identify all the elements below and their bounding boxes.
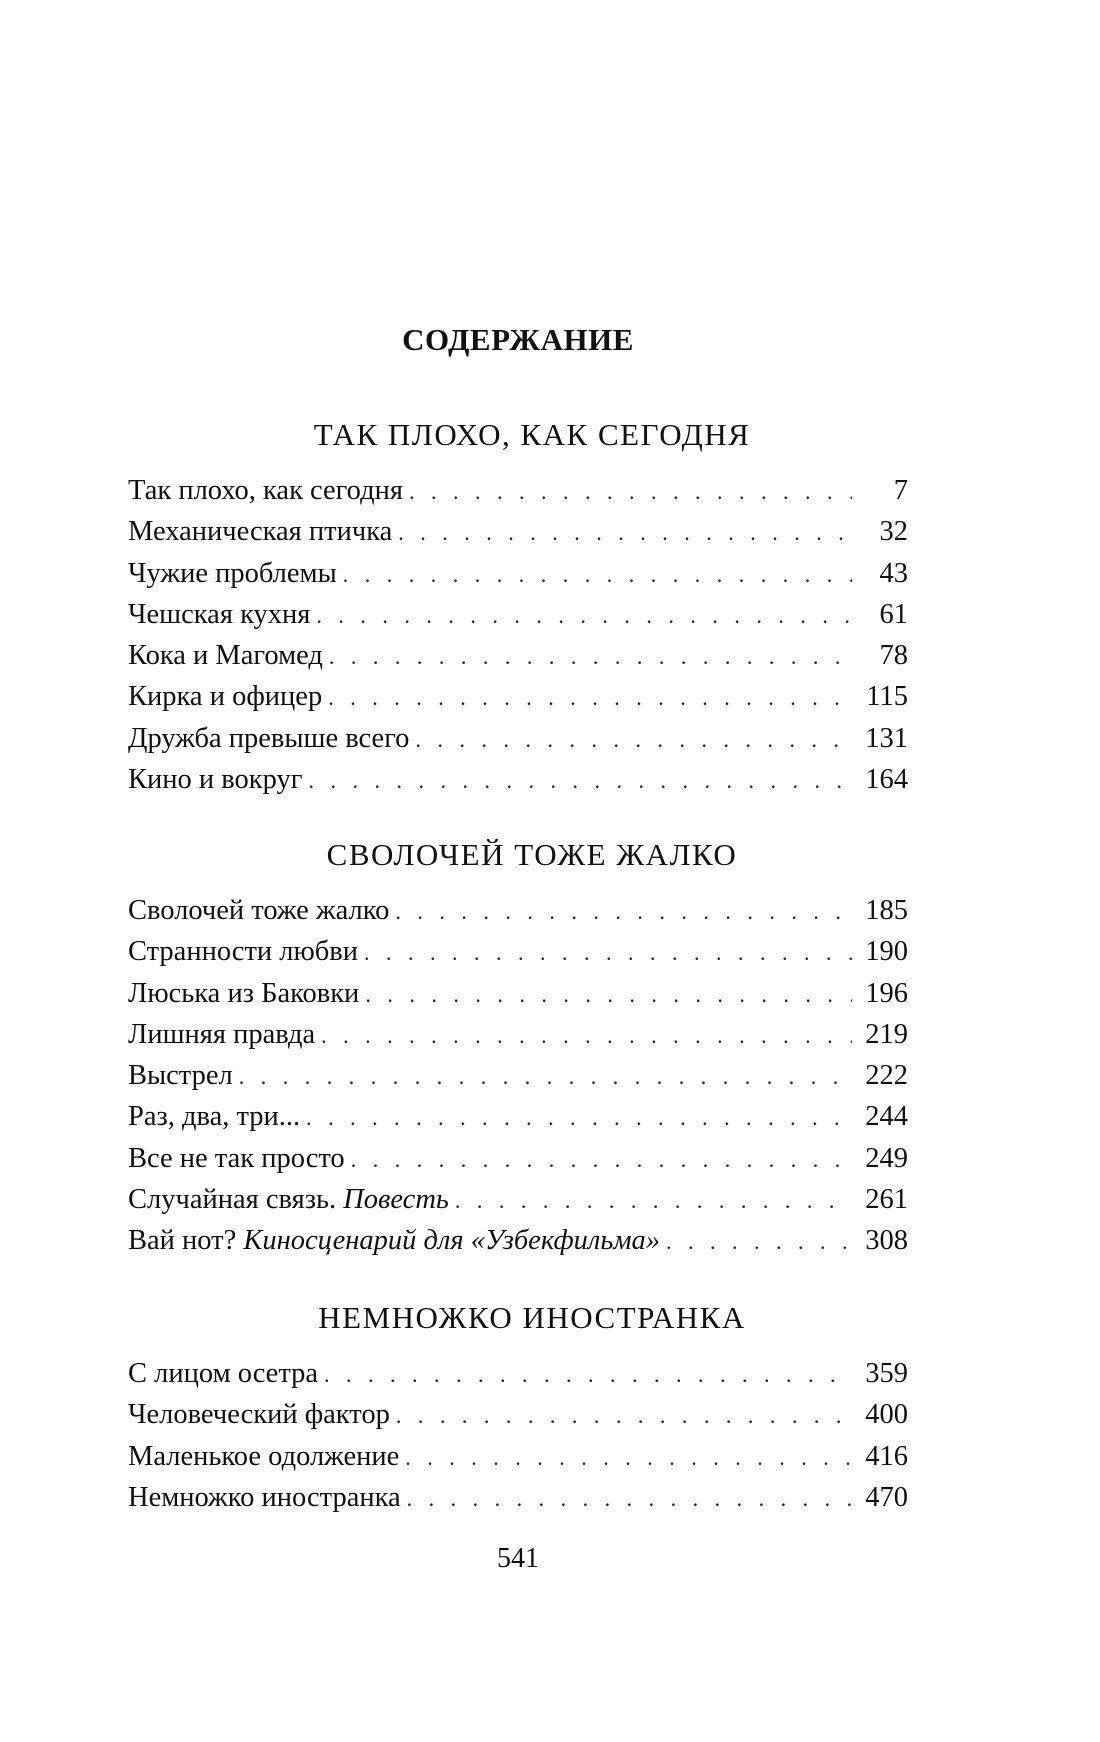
entry-page-number: 196 xyxy=(865,977,908,1009)
entry-page-number: 115 xyxy=(866,681,908,713)
entry-list xyxy=(128,890,908,1262)
entry-page-number: 308 xyxy=(865,1225,908,1257)
entry-title-text: Лишняя правда xyxy=(128,1018,316,1050)
entry-list xyxy=(128,1353,908,1518)
entry-title-text: Чешская кухня xyxy=(128,598,311,630)
dot-leader xyxy=(407,1478,852,1519)
entry-title-text: Дружба превыше всего xyxy=(128,722,410,754)
entry-title xyxy=(128,635,329,676)
entry-title xyxy=(128,594,316,635)
entry-title xyxy=(128,1477,407,1518)
toc-entry xyxy=(128,1138,908,1179)
entry-title-text: Странности любви xyxy=(128,936,359,968)
toc-entry xyxy=(128,1220,908,1261)
dot-leader xyxy=(328,677,852,718)
dot-leader xyxy=(666,1221,852,1262)
entry-title-text: Кино и вокруг xyxy=(128,764,303,796)
entry-title xyxy=(128,676,328,717)
toc-entry xyxy=(128,759,908,800)
entry-page-number: 249 xyxy=(865,1142,908,1174)
dot-leader xyxy=(364,932,852,973)
toc-entry xyxy=(128,718,908,759)
entry-title-text: Кока и Магомед xyxy=(128,640,323,672)
entry-page-number: 43 xyxy=(879,557,908,589)
dot-leader xyxy=(321,1015,852,1056)
entry-page-number: 222 xyxy=(865,1060,908,1092)
entry-title-text: Так плохо, как сегодня xyxy=(128,475,403,506)
entry-page-number: 219 xyxy=(865,1018,908,1050)
section-heading: ТАК ПЛОХО, КАК СЕГОДНЯ xyxy=(313,417,751,452)
entry-page-number: 244 xyxy=(865,1101,908,1133)
dot-leader xyxy=(329,636,852,677)
section-heading: НЕМНОЖКО ИНОСТРАНКА xyxy=(318,1300,746,1335)
toc-section xyxy=(128,1297,908,1518)
entry-title-text: Вай нот? xyxy=(128,1225,237,1257)
entry-page-number: 470 xyxy=(865,1481,908,1513)
entry-title xyxy=(128,759,308,800)
toc-entry xyxy=(128,511,908,552)
dot-leader xyxy=(365,974,852,1015)
entry-list xyxy=(128,470,908,800)
dot-leader xyxy=(409,471,852,512)
entry-page-number: 190 xyxy=(865,936,908,968)
toc-entry xyxy=(128,553,908,594)
dot-leader xyxy=(398,512,852,553)
toc-entry xyxy=(128,1353,908,1394)
entry-page-number: 359 xyxy=(865,1358,908,1389)
toc-entry xyxy=(128,1394,908,1435)
toc-entry xyxy=(128,1436,908,1477)
entry-title-text: Сволочей тоже жалко xyxy=(128,895,390,926)
entry-title xyxy=(128,553,343,594)
entry-page-number: 185 xyxy=(865,895,908,926)
dot-leader xyxy=(306,1097,852,1138)
entry-title xyxy=(128,1220,666,1261)
entry-page-number: 164 xyxy=(865,764,908,796)
entry-title-text: Чужие проблемы xyxy=(128,557,337,589)
dot-leader xyxy=(324,1354,852,1395)
entry-title-text: Кирка и офицер xyxy=(128,681,323,713)
dot-leader xyxy=(351,1139,852,1180)
entry-subtitle: Повесть xyxy=(343,1184,449,1216)
toc-section xyxy=(128,414,908,800)
toc-entry xyxy=(128,1055,908,1096)
dot-leader xyxy=(343,554,852,595)
dot-leader xyxy=(316,595,852,636)
entry-title xyxy=(128,470,409,511)
entry-title-text: Случайная связь. xyxy=(128,1184,337,1216)
dot-leader xyxy=(405,1437,852,1478)
dot-leader xyxy=(239,1056,852,1097)
entry-page-number: 261 xyxy=(865,1184,908,1216)
toc-entry xyxy=(128,594,908,635)
dot-leader xyxy=(396,1395,852,1436)
page-title: СОДЕРЖАНИЕ xyxy=(402,322,634,357)
entry-page-number: 400 xyxy=(865,1399,908,1431)
entry-title xyxy=(128,1138,351,1179)
toc-entry xyxy=(128,1179,908,1220)
entry-title xyxy=(128,1394,396,1435)
entry-subtitle: Киносценарий для «Узбекфильма» xyxy=(243,1225,661,1257)
dot-leader xyxy=(308,760,852,801)
entry-page-number: 131 xyxy=(865,722,908,754)
entry-title-text: Человеческий фактор xyxy=(128,1399,390,1431)
entry-title xyxy=(128,718,415,759)
entry-title-text: Выстрел xyxy=(128,1060,233,1092)
section-heading: СВОЛОЧЕЙ ТОЖЕ ЖАЛКО xyxy=(326,837,738,872)
entry-page-number: 32 xyxy=(879,516,908,548)
toc-entry xyxy=(128,973,908,1014)
entry-title xyxy=(128,1055,239,1096)
toc-entry xyxy=(128,635,908,676)
entry-page-number: 416 xyxy=(865,1440,908,1472)
entry-title xyxy=(128,931,364,972)
entry-title xyxy=(128,1096,306,1137)
entry-title-text: Все не так просто xyxy=(128,1142,345,1174)
entry-page-number: 61 xyxy=(879,598,908,630)
entry-title xyxy=(128,1014,321,1055)
toc-entry xyxy=(128,1014,908,1055)
entry-title-text: Люська из Баковки xyxy=(128,977,360,1009)
toc-entry xyxy=(128,470,908,511)
toc-entry xyxy=(128,1477,908,1518)
entry-title-text: С лицом осетра xyxy=(128,1358,319,1389)
entry-title xyxy=(128,1436,405,1477)
entry-title-text: Раз, два, три... xyxy=(128,1101,301,1133)
page-number: 541 xyxy=(497,1543,539,1574)
entry-title xyxy=(128,1179,455,1220)
dot-leader xyxy=(455,1180,852,1221)
entry-title xyxy=(128,511,398,552)
entry-title xyxy=(128,890,395,931)
entry-title xyxy=(128,1353,324,1394)
toc-entry xyxy=(128,890,908,931)
dot-leader xyxy=(415,719,852,760)
toc-entry xyxy=(128,1096,908,1137)
toc-entry xyxy=(128,676,908,717)
entry-title-text: Маленькое одолжение xyxy=(128,1440,400,1472)
entry-title xyxy=(128,973,365,1014)
entry-page-number: 78 xyxy=(879,640,908,672)
toc-entry xyxy=(128,931,908,972)
entry-title-text: Механическая птичка xyxy=(128,516,393,548)
entry-title-text: Немножко иностранка xyxy=(128,1481,401,1513)
toc-section xyxy=(128,834,908,1262)
dot-leader xyxy=(395,891,852,932)
entry-page-number: 7 xyxy=(893,475,908,506)
